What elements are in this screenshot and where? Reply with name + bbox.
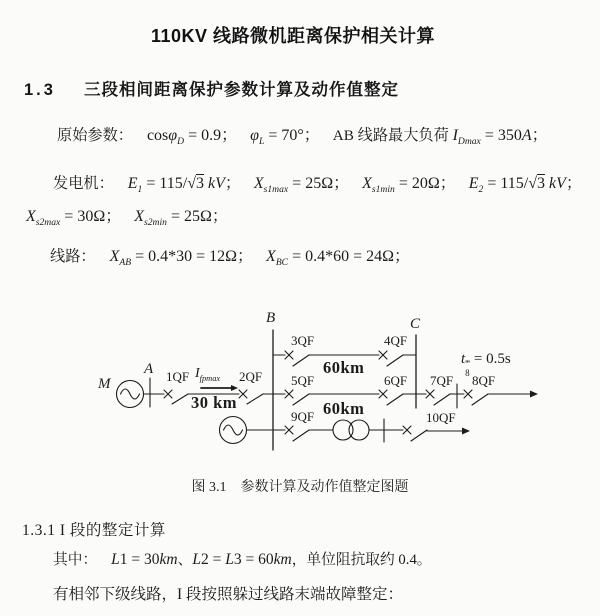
label-7qf: 7QF: [430, 373, 454, 388]
label-30km: 30 km: [191, 393, 238, 412]
label-60km-top: 60km: [323, 358, 365, 377]
breaker-6qf-icon: [379, 390, 403, 405]
label-bus-c: C: [410, 316, 421, 332]
label-1qf: 1QF: [166, 369, 190, 384]
subsection-heading: 1.3.1 I 段的整定计算: [22, 522, 166, 539]
label-i-fpmax: $I_{fpmax}$: [195, 366, 221, 383]
feeder-arrowhead-right: [530, 391, 538, 398]
breaker-4qf-icon: [379, 351, 403, 366]
paragraph-lengths: 其中： L1 = 30km、L2 = L3 = 60km，单位阻抗取约 0.4。: [53, 551, 432, 568]
figure-caption: [0, 476, 600, 496]
breaker-2qf-icon: [239, 390, 263, 404]
generator-m-icon: [117, 381, 144, 408]
label-bus-b: B: [266, 310, 276, 326]
page-title: 110KV 线路微机距离保护相关计算: [150, 26, 436, 46]
transformer-icon: [333, 420, 369, 440]
breaker-10qf-icon: [403, 426, 427, 441]
label-t8-setting: t ‴ 8 = 0.5s: [461, 351, 511, 379]
label-2qf: 2QF: [239, 369, 263, 384]
label-source-m: M: [98, 376, 111, 392]
label-6qf: 6QF: [384, 373, 408, 388]
breaker-3qf-icon: [285, 351, 309, 366]
section-heading-text: 三段相间距离保护参数计算及动作值整定: [83, 81, 399, 99]
label-10qf: 10QF: [426, 410, 456, 425]
breaker-9qf-icon: [285, 426, 309, 441]
paragraph-zone1-rule: 有相邻下级线路，I 段按照躲过线路末端故障整定：: [53, 586, 404, 603]
breaker-8qf-icon: [464, 390, 488, 405]
label-4qf: 4QF: [384, 333, 408, 348]
section-number: 1.3: [24, 81, 56, 99]
figure-caption-text: 参数计算及动作值整定图题: [240, 480, 409, 495]
paragraph-generator-cont: $X_{s2max} = 30\Omega$； $X_{s2min} = 25\Omega$；: [26, 208, 228, 229]
label-60km-bottom: 60km: [323, 399, 365, 418]
feeder-arrowhead-bottom: [462, 428, 470, 435]
generator-2-icon: [220, 417, 247, 444]
label-3qf: 3QF: [291, 333, 315, 348]
label-9qf: 9QF: [291, 409, 315, 424]
paragraph-generator: 发电机： $E_1 = 115/√3$ kV； $X_{s1max} = 25\Omega$； $X_{s1min} = 20\Omega$； $E_2 = 115/√3$ kV；: [53, 175, 582, 196]
figure-3-1-diagram: [85, 300, 565, 468]
label-5qf: 5QF: [291, 373, 315, 388]
label-8qf: 8QF: [472, 373, 496, 388]
paragraph-line-impedance: 线路： $X_{AB} = 0.4*30 = 12\Omega$； $X_{BC} = 0.4*60 = 24\Omega$；: [50, 248, 411, 269]
figure-number: 图 3.1: [191, 480, 227, 495]
breaker-1qf-icon: [164, 390, 188, 404]
section-heading: [24, 76, 399, 100]
current-arrowhead: [231, 385, 238, 391]
breaker-7qf-icon: [426, 390, 450, 405]
label-bus-a: A: [144, 361, 154, 377]
breaker-5qf-icon: [285, 390, 309, 405]
paragraph-original-params: 原始参数： cosφ$_D$ = 0.9； $\varphi_L = 70^\circ$； AB 线路最大负荷 $I_{Dmax} = 350A$；: [57, 127, 548, 148]
